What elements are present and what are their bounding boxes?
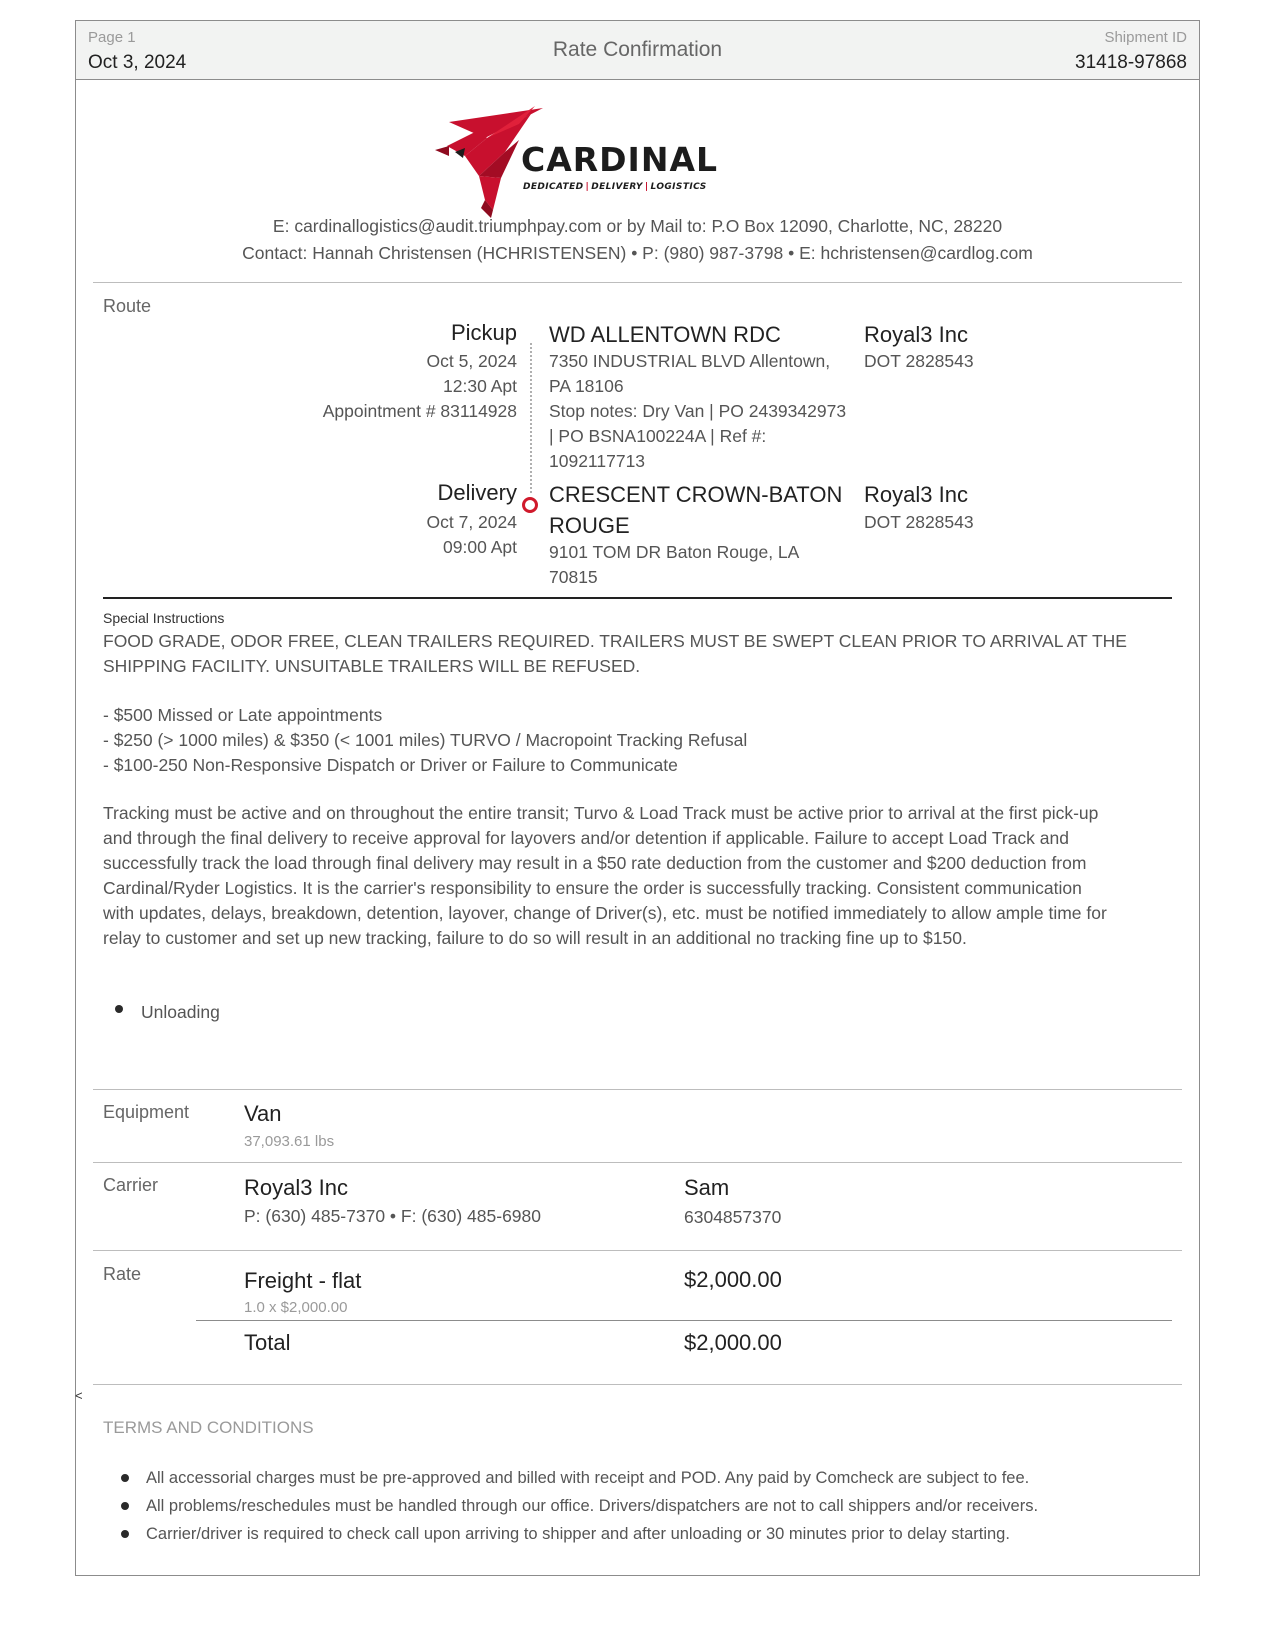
delivery-dot: DOT 2828543 bbox=[864, 512, 974, 532]
pickup-type: Pickup bbox=[450, 320, 517, 345]
pickup-notes-line: Stop notes: Dry Van | PO 2439342973 bbox=[549, 401, 847, 421]
penalty-line: - $500 Missed or Late appointments bbox=[103, 705, 383, 725]
tag-dedicated: DEDICATED bbox=[523, 182, 584, 192]
carrier-phone-fax: P: (630) 485-7370 • F: (630) 485-6980 bbox=[244, 1206, 542, 1226]
tracking-line: Cardinal/Ryder Logistics. It is the carrier's responsibility to ensure the order is successfully tracking. Consistent communication bbox=[103, 878, 1082, 898]
delivery-date: Oct 7, 2024 bbox=[426, 512, 517, 532]
divider bbox=[93, 1250, 1182, 1251]
delivery-facility-line: ROUGE bbox=[549, 513, 630, 538]
rate-label: Rate bbox=[103, 1264, 142, 1284]
penalty-line: - $250 (> 1000 miles) & $350 (< 1001 miles) TURVO / Macropoint Tracking Refusal bbox=[103, 730, 748, 750]
divider bbox=[93, 1384, 1182, 1385]
route-connector bbox=[530, 343, 532, 493]
bullet-icon bbox=[115, 1005, 123, 1013]
tracking-line: successfully track the load through final delivery may result in a $50 rate deduction from the customer and $200 deduction from bbox=[103, 853, 1087, 873]
carrier-name: Royal3 Inc bbox=[244, 1175, 348, 1200]
terms-title: TERMS AND CONDITIONS bbox=[103, 1418, 314, 1437]
special-instructions-label: Special Instructions bbox=[103, 610, 225, 626]
rate-amount: $2,000.00 bbox=[684, 1267, 782, 1292]
terms-item: Carrier/driver is required to check call upon arriving to shipper and after unloading or 30 minutes prior to delay starting. bbox=[146, 1525, 1010, 1543]
terms-item: All accessorial charges must be pre-approved and billed with receipt and POD. Any paid by Comcheck are subject to fee. bbox=[146, 1469, 1030, 1487]
pickup-notes-line: | PO BSNA100224A | Ref #: bbox=[549, 426, 767, 446]
unloading-item: Unloading bbox=[141, 1002, 220, 1022]
pickup-carrier: Royal3 Inc bbox=[864, 322, 968, 347]
divider bbox=[93, 1089, 1182, 1090]
tag-delivery: DELIVERY bbox=[591, 182, 643, 192]
equipment-weight: 37,093.61 lbs bbox=[244, 1133, 335, 1150]
total-rule bbox=[196, 1320, 1172, 1321]
special-line: FOOD GRADE, ODOR FREE, CLEAN TRAILERS REQUIRED. TRAILERS MUST BE SWEPT CLEAN PRIOR TO ARRIVAL AT THE bbox=[103, 631, 1127, 651]
shipment-id: 31418-97868 bbox=[1075, 52, 1187, 73]
logo-tagline: DEDICATED | DELIVERY | LOGISTICS bbox=[523, 182, 707, 192]
carrier-label: Carrier bbox=[103, 1175, 159, 1195]
equipment-type: Van bbox=[244, 1101, 282, 1126]
contact-line-1: E: cardinallogistics@audit.triumphpay.com or by Mail to: P.O Box 12090, Charlotte, NC, 28220 bbox=[272, 216, 1003, 236]
pickup-appointment: Appointment # 83114928 bbox=[322, 401, 517, 421]
divider bbox=[93, 1162, 1182, 1163]
tracking-line: with updates, delays, breakdown, detention, layover, change of Driver(s), etc. must be notified immediately to allow ample time for bbox=[103, 903, 1107, 923]
page-number: Page 1 bbox=[88, 29, 136, 46]
rate-detail: 1.0 x $2,000.00 bbox=[244, 1299, 348, 1316]
penalty-line: - $100-250 Non-Responsive Dispatch or Driver or Failure to Communicate bbox=[103, 755, 678, 775]
pickup-time: 12:30 Apt bbox=[443, 376, 517, 396]
bullet-icon bbox=[121, 1502, 129, 1510]
stray-mark: < bbox=[75, 1388, 83, 1403]
bullet-icon bbox=[121, 1474, 129, 1482]
delivery-address-line: 9101 TOM DR Baton Rouge, LA bbox=[549, 542, 800, 562]
pickup-dot: DOT 2828543 bbox=[864, 351, 974, 371]
pickup-address-line: PA 18106 bbox=[549, 376, 624, 396]
total-amount: $2,000.00 bbox=[684, 1330, 782, 1355]
document-title: Rate Confirmation bbox=[552, 38, 723, 61]
pickup-date: Oct 5, 2024 bbox=[426, 351, 517, 371]
rate-item: Freight - flat bbox=[244, 1268, 362, 1293]
delivery-type: Delivery bbox=[437, 480, 517, 505]
pickup-notes-line: 1092117713 bbox=[549, 451, 646, 471]
pickup-address-line: 7350 INDUSTRIAL BLVD Allentown, bbox=[549, 351, 831, 371]
document-date: Oct 3, 2024 bbox=[88, 52, 187, 73]
driver-name: Sam bbox=[684, 1175, 730, 1200]
route-bottom-rule bbox=[103, 597, 1172, 599]
equipment-label: Equipment bbox=[103, 1102, 190, 1122]
divider bbox=[93, 282, 1182, 283]
pickup-facility: WD ALLENTOWN RDC bbox=[549, 322, 781, 347]
delivery-time: 09:00 Apt bbox=[443, 537, 517, 557]
delivery-address-line: 70815 bbox=[549, 567, 598, 587]
special-line: SHIPPING FACILITY. UNSUITABLE TRAILERS WILL BE REFUSED. bbox=[103, 656, 641, 676]
delivery-stop-icon bbox=[522, 497, 538, 513]
tracking-line: and through the final delivery to receive approval for layovers and/or detention if applicable. Failure to accept Load Track and bbox=[103, 828, 1069, 848]
delivery-carrier: Royal3 Inc bbox=[864, 482, 968, 507]
terms-item: All problems/reschedules must be handled through our office. Drivers/dispatchers are not to call shippers and/or receivers. bbox=[146, 1497, 1039, 1515]
bullet-icon bbox=[121, 1530, 129, 1538]
tracking-line: relay to customer and set up new tracking, failure to do so will result in an additional no tracking fine up to $150. bbox=[103, 928, 967, 948]
total-label: Total bbox=[244, 1330, 291, 1355]
driver-phone: 6304857370 bbox=[684, 1207, 782, 1227]
shipment-id-label: Shipment ID bbox=[1104, 29, 1187, 46]
delivery-facility-line: CRESCENT CROWN-BATON bbox=[549, 482, 843, 507]
tag-logistics: LOGISTICS bbox=[650, 182, 707, 192]
logo-wordmark: CARDINAL bbox=[521, 140, 719, 179]
header-bar bbox=[76, 21, 1199, 80]
contact-line-2: Contact: Hannah Christensen (HCHRISTENSEN) • P: (980) 987-3798 • E: hchristensen@cardlog.com bbox=[242, 243, 1033, 263]
tracking-line: Tracking must be active and on throughout the entire transit; Turvo & Load Track must be active prior to arrival at the first pick-up bbox=[103, 803, 1099, 823]
cardinal-logo bbox=[435, 100, 719, 220]
route-label: Route bbox=[103, 296, 152, 316]
